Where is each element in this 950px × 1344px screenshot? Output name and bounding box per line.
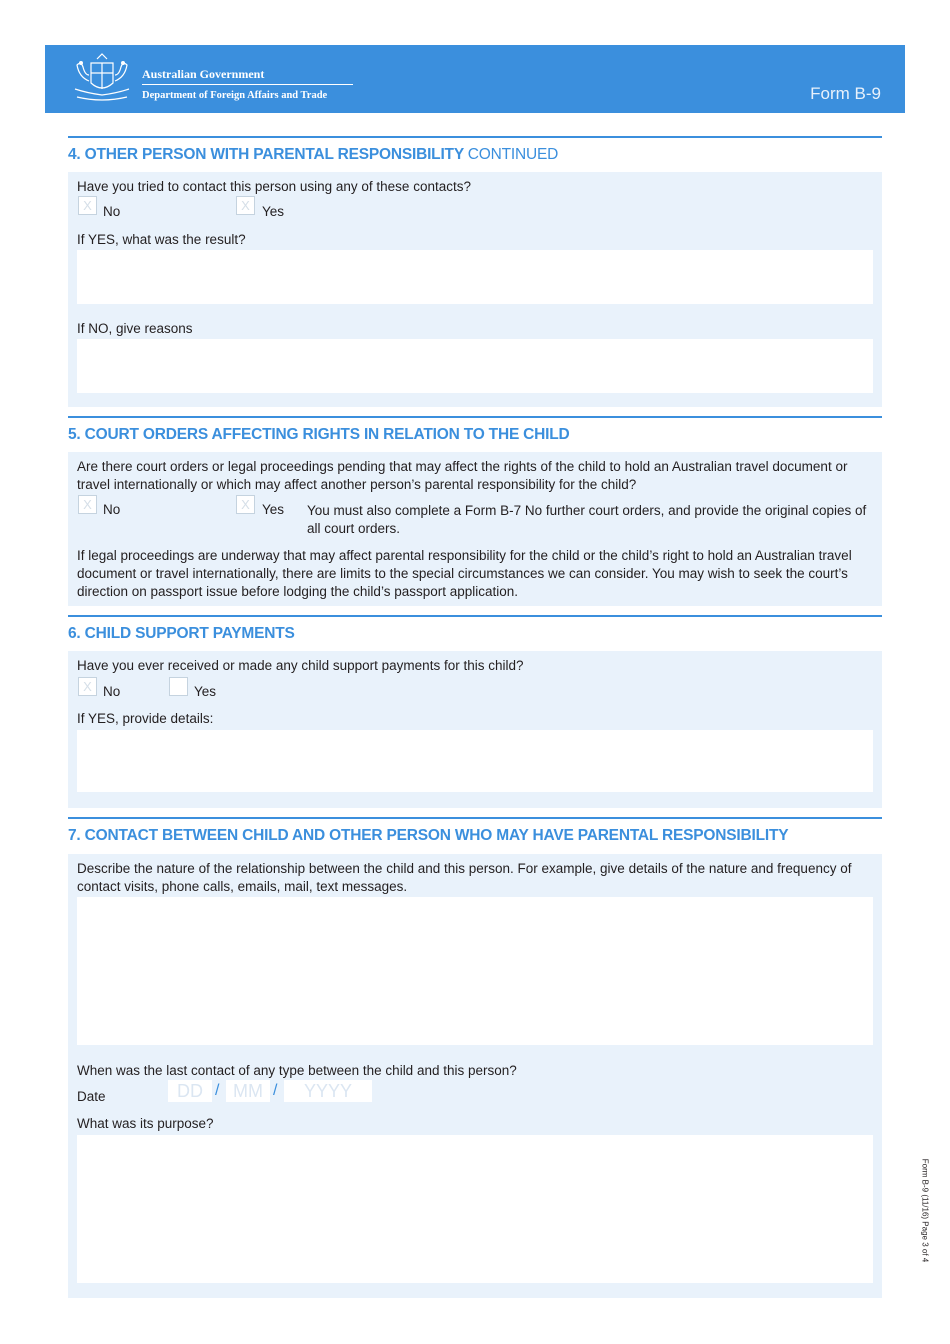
s4-no-label: No xyxy=(103,204,121,219)
page-footer-note: Form B-9 (11/16) Page 3 of 4 xyxy=(920,1158,930,1263)
s4-result-field[interactable] xyxy=(77,250,873,304)
s5-yes-note: You must also complete a Form B-7 No further court orders, and provide the original copies of all court orders. xyxy=(307,503,867,536)
s4-question: Have you tried to contact this person using any of these contacts? xyxy=(77,179,471,194)
s4-if-yes-label: If YES, what was the result? xyxy=(77,232,246,247)
section-4-title-text: 4. OTHER PERSON WITH PARENTAL RESPONSIBILITY xyxy=(68,146,464,163)
s6-no-checkbox[interactable]: X xyxy=(78,677,97,696)
s6-details-field[interactable] xyxy=(77,730,873,792)
header-divider xyxy=(142,84,353,85)
s5-yes-checkbox[interactable]: X xyxy=(236,495,255,514)
s4-reasons-field[interactable] xyxy=(77,339,873,393)
section-4-title xyxy=(68,136,882,164)
header-banner xyxy=(45,45,905,113)
s4-if-no-label: If NO, give reasons xyxy=(77,321,193,336)
s7-describe-label: Describe the nature of the relationship between the child and this person. For example, give details of the nature and frequency of contact visits, phone calls, emails, mail, text messages. xyxy=(77,861,852,894)
date-year-input[interactable]: YYYY xyxy=(284,1080,372,1102)
s6-if-yes-label: If YES, provide details: xyxy=(77,711,214,726)
section-6-title: 6. CHILD SUPPORT PAYMENTS xyxy=(68,615,882,643)
s6-question: Have you ever received or made any child support payments for this child? xyxy=(77,658,524,673)
department-name: Department of Foreign Affairs and Trade xyxy=(142,90,328,101)
s6-yes-label: Yes xyxy=(194,684,217,699)
form-id: Form B-9 xyxy=(810,84,881,103)
section-4-continued: CONTINUED xyxy=(467,146,559,163)
section-7-title: 7. CONTACT BETWEEN CHILD AND OTHER PERSON WHO MAY HAVE PARENTAL RESPONSIBILITY xyxy=(68,817,882,845)
date-separator: / xyxy=(215,1082,220,1099)
coat-of-arms-icon xyxy=(67,53,137,105)
s4-no-checkbox[interactable]: X xyxy=(78,196,97,215)
government-name: Australian Government xyxy=(142,67,265,81)
s7-last-contact-label: When was the last contact of any type between the child and this person? xyxy=(77,1063,517,1078)
s5-no-label: No xyxy=(103,502,121,517)
s7-date-label: Date xyxy=(77,1089,106,1104)
s7-relationship-field[interactable] xyxy=(77,897,873,1045)
s6-no-label: No xyxy=(103,684,121,699)
s7-purpose-label: What was its purpose? xyxy=(77,1116,214,1131)
s5-no-checkbox[interactable]: X xyxy=(78,495,97,514)
s5-yes-label: Yes xyxy=(262,502,285,517)
date-day-input[interactable]: DD xyxy=(168,1080,212,1102)
s4-yes-label: Yes xyxy=(262,204,285,219)
s4-yes-checkbox[interactable]: X xyxy=(236,196,255,215)
date-month-input[interactable]: MM xyxy=(226,1080,270,1102)
s7-purpose-field[interactable] xyxy=(77,1135,873,1283)
date-separator: / xyxy=(273,1082,278,1099)
s5-question: Are there court orders or legal proceedings pending that may affect the rights of the child to hold an Australian travel document or travel internationally or which may affect another person’s parental responsibility for the child? xyxy=(77,459,848,492)
s5-notice: If legal proceedings are underway that may affect parental responsibility for the child or the child’s right to hold an Australian travel document or travel internationally, there are limits to the special circumstances we can consider. You may wish to seek the court’s direction on passport issue before lodging the child’s passport application. xyxy=(77,548,852,599)
section-5-title: 5. COURT ORDERS AFFECTING RIGHTS IN RELATION TO THE CHILD xyxy=(68,416,882,444)
s6-yes-checkbox[interactable] xyxy=(169,677,188,696)
